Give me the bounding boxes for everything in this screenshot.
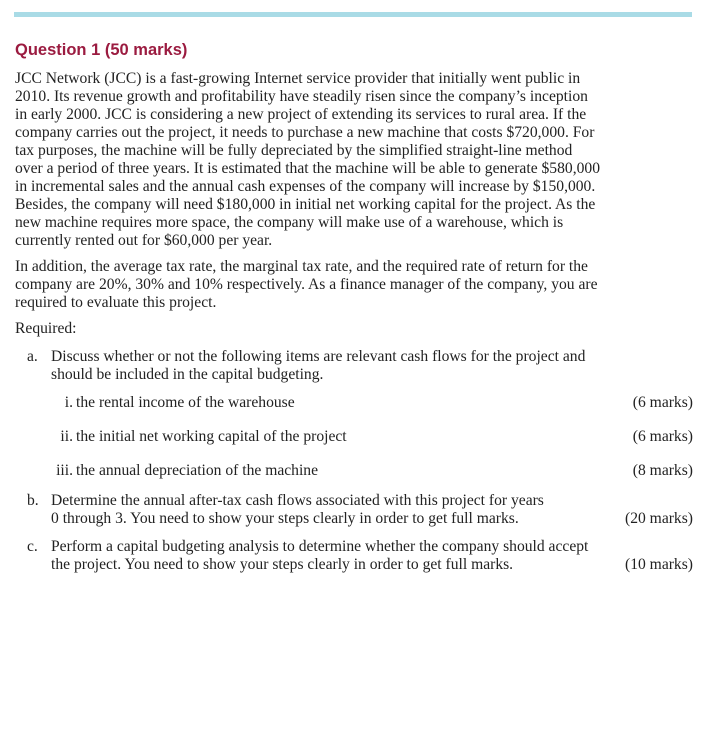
item-marks: (6 marks): [632, 428, 693, 445]
item-marks: (6 marks): [632, 394, 693, 411]
part-a-item-i: [51, 394, 693, 412]
part-a-item-iii: [51, 462, 693, 480]
item-text: the annual depreciation of the machine: [76, 462, 319, 479]
rates-paragraph: In addition, the average tax rate, the marginal tax rate, and the required rate of return for the company are 20%, 30% and 10% respectively. As a finance manager of the company, you are required to evaluate this project.: [15, 258, 598, 311]
part-b-marks: (20 marks): [625, 510, 693, 527]
part-a-letter: a.: [27, 348, 38, 365]
question-title: Question 1 (50 marks): [15, 41, 188, 59]
question-content: [15, 40, 693, 584]
part-c: [15, 538, 693, 574]
part-a-text: Discuss whether or not the following items are relevant cash flows for the project and should be included in the capital budgeting.: [51, 348, 586, 383]
part-c-marks: (10 marks): [625, 556, 693, 573]
header-divider: [14, 12, 692, 17]
part-a-items: [51, 394, 693, 480]
part-a-item-ii: [51, 428, 693, 446]
required-label: Required:: [15, 320, 77, 337]
item-roman: i.: [64, 394, 73, 411]
part-b: [15, 492, 693, 528]
part-b-text: Determine the annual after-tax cash flows associated with this project for years 0 through 3. You need to show your steps clearly in order to get full marks.: [51, 492, 544, 527]
item-roman: ii.: [60, 428, 73, 445]
item-roman: iii.: [56, 462, 73, 479]
item-text: the rental income of the warehouse: [76, 394, 295, 411]
part-c-letter: c.: [27, 538, 38, 555]
item-marks: (8 marks): [632, 462, 693, 479]
part-b-letter: b.: [27, 492, 39, 509]
item-text: the initial net working capital of the project: [76, 428, 347, 445]
part-a: [15, 348, 693, 480]
part-c-text: Perform a capital budgeting analysis to determine whether the company should accept the project. You need to show your steps clearly in order to get full marks.: [51, 538, 589, 573]
scenario-paragraph: JCC Network (JCC) is a fast-growing Internet service provider that initially went public in 2010. Its revenue growth and profitability have steadily risen since the company’s inception in early 2000. JCC is considering a new project of extending its services to rural area. If the company carries out the project, it needs to purchase a new machine that costs $720,000. For tax purposes, the machine will be fully depreciated by the simplified straight-line method over a period of three years. It is estimated that the machine will be able to generate $580,000 in incremental sales and the annual cash expenses of the company will increase by $150,000. Besides, the company will need $180,000 in initial net working capital for the project. As the new machine requires more space, the company will make use of a warehouse, which is currently rented out for $60,000 per year.: [15, 70, 600, 249]
